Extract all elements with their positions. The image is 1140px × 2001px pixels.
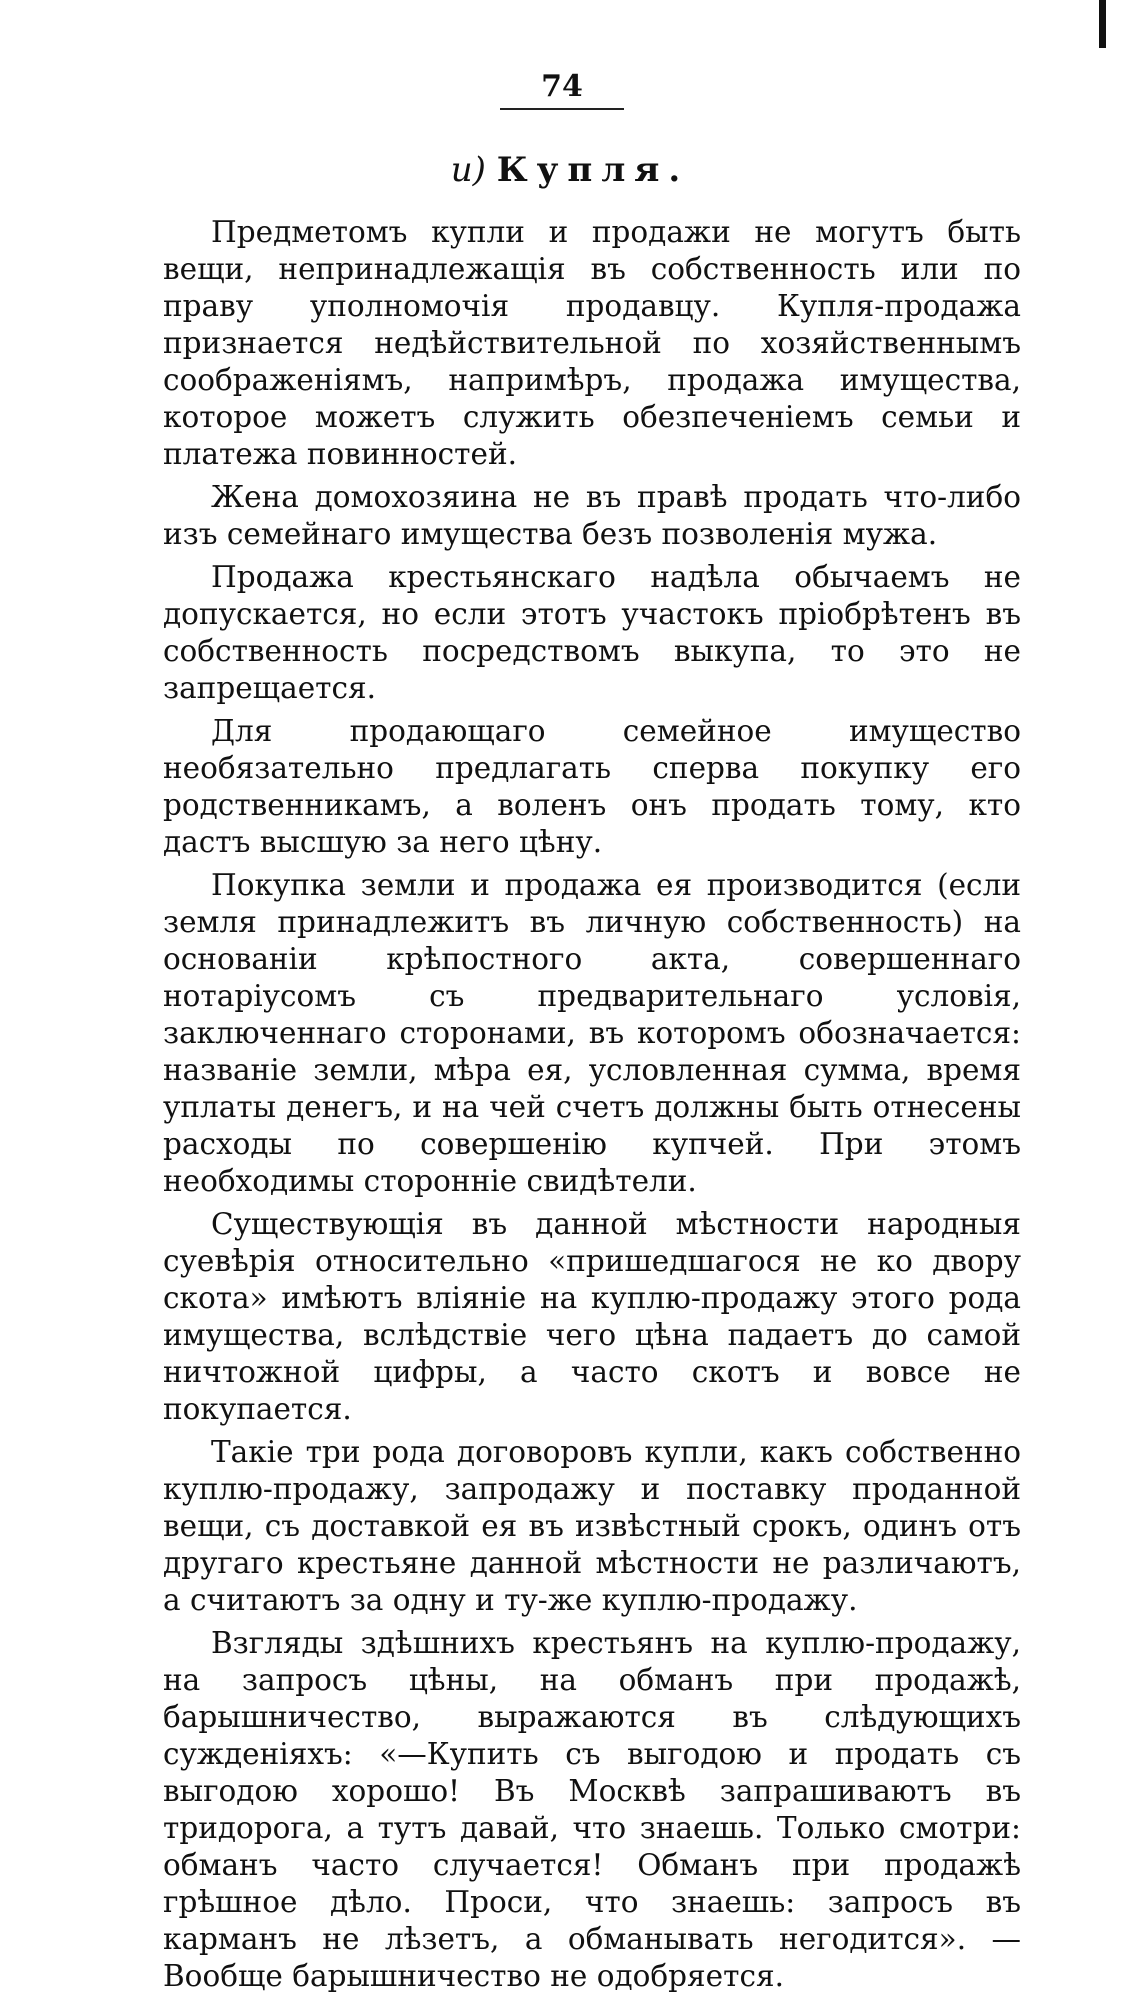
section-title: Купля. (496, 150, 690, 190)
paragraph: Для продающаго семейное имущество необязательно предлагать сперва покупку его родственникамъ, а воленъ онъ продать тому, кто дастъ высшую за него цѣну. (163, 714, 1021, 859)
page-number: 74 (500, 72, 624, 110)
body-text (163, 214, 1021, 2001)
paragraph: Существующія въ данной мѣстности народныя суевѣрія относительно «пришедшагося не ко двору скота» имѣютъ вліяніе на куплю-продажу этого рода имущества, вслѣдствіе чего цѣна падаетъ до самой ничтожной цифры, а часто скотъ и вовсе не покупается. (163, 1207, 1021, 1426)
paragraph: Покупка земли и продажа ея производится (если земля принадлежитъ въ личную собственность) на основаніи крѣпостного акта, совершеннаго нотаріусомъ съ предварительнаго условія, заключеннаго сторонами, въ которомъ обозначается: названіе земли, мѣра ея, условленная сумма, время уплаты денегъ, и на чей счетъ должны быть отнесены расходы по совершенію купчей. При этомъ необходимы сторонніе свидѣтели. (163, 868, 1021, 1198)
page-edge-mark (1099, 0, 1106, 48)
section-marker: и) (450, 150, 486, 190)
paragraph: Предметомъ купли и продажи не могутъ быть вещи, непринадлежащія въ собственность или по праву уполномочія продавцу. Купля-продажа признается недѣйствительной по хозяйственнымъ соображеніямъ, напримѣръ, продажа имущества, которое можетъ служить обезпеченіемъ семьи и платежа повинностей. (163, 215, 1021, 471)
paragraph: Жена домохозяина не въ правѣ продать что-либо изъ семейнаго имущества безъ позволенія мужа. (163, 480, 1021, 551)
section-heading (0, 150, 1140, 191)
paragraph: Продажа крестьянскаго надѣла обычаемъ не допускается, но если этотъ участокъ пріобрѣтенъ въ собственность посредствомъ выкупа, то это не запрещается. (163, 560, 1021, 705)
paragraph: Такіе три рода договоровъ купли, какъ собственно куплю-продажу, запродажу и поставку проданной вещи, съ доставкой ея въ извѣстный срокъ, одинъ отъ другаго крестьяне данной мѣстности не различаютъ, а считаютъ за одну и ту-же куплю-продажу. (163, 1435, 1021, 1617)
paragraph: Взгляды здѣшнихъ крестьянъ на куплю-продажу, на запросъ цѣны, на обманъ при продажѣ, барышничество, выражаются въ слѣдующихъ сужденіяхъ: «—Купить съ выгодою и продать съ выгодою хорошо! Въ Москвѣ запрашиваютъ въ тридорога, а тутъ давай, что знаешь. Только смотри: обманъ часто случается! Обманъ при продажѣ грѣшное дѣло. Проси, что знаешь: запросъ въ карманъ не лѣзетъ, а обманывать негодится». —Вообще барышничество не одобряется. (163, 1626, 1021, 1993)
